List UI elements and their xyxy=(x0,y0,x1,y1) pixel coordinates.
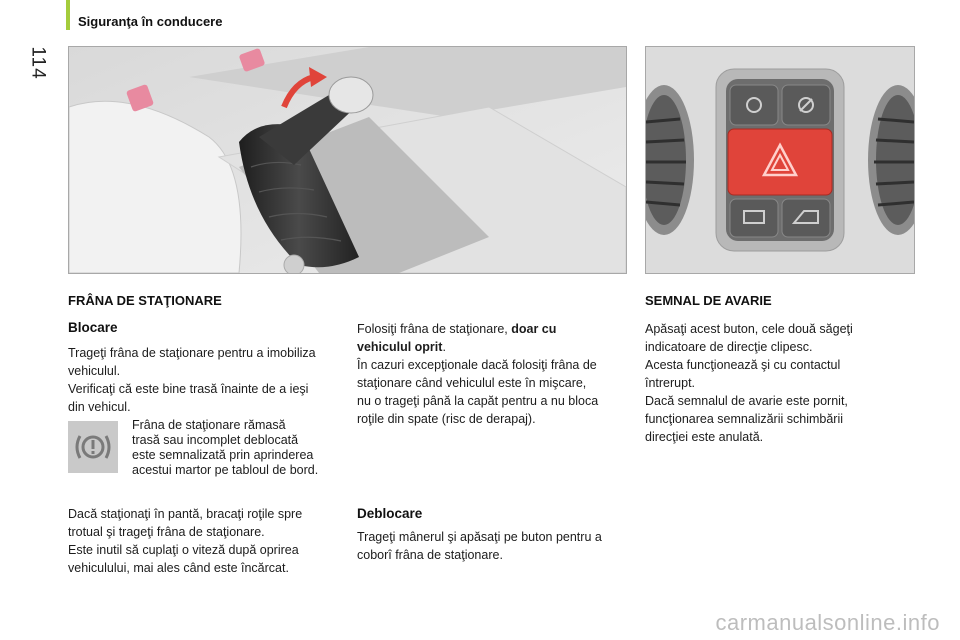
watermark: carmanualsonline.info xyxy=(715,610,940,635)
intro-prefix: Folosiţi frâna de staţionare, xyxy=(357,322,512,336)
text-line: Frâna de staţionare rămasă xyxy=(132,418,286,432)
text-line: Dacă staţionaţi în pantă, bracaţi roţile spre xyxy=(68,507,303,521)
text-line: Trageţi mânerul şi apăsaţi pe buton pentru a xyxy=(357,530,602,544)
text-line: nu o trageţi până la capăt pentru a nu bloca xyxy=(357,394,599,408)
warning-note xyxy=(132,418,342,478)
text-line: roţile din spate (risc de derapaj). xyxy=(357,412,536,426)
text-line: funcţionarea semnalizării schimbării xyxy=(645,412,843,426)
text-line: Trageţi frâna de staţionare pentru a imobiliza xyxy=(68,346,316,360)
intro-emphasis: doar cu xyxy=(511,322,557,336)
hazard-heading: SEMNAL DE AVARIE xyxy=(645,293,772,308)
text-line: vehiculului, mai ales când este încărcat. xyxy=(68,561,289,575)
blocare-paragraph xyxy=(68,344,343,416)
text-line: Verificaţi că este bine trasă înainte de a ieşi xyxy=(68,382,309,396)
deblocare-paragraph xyxy=(357,528,632,564)
text-line: În cazuri excepţionale dacă folosiţi frâna de xyxy=(357,358,597,372)
intro-suffix: . xyxy=(442,340,446,354)
text-line: coborî frâna de staţionare. xyxy=(357,548,503,562)
page-number: 114 xyxy=(28,46,50,80)
blocare-subheading: Blocare xyxy=(68,320,118,335)
text-line xyxy=(357,320,632,338)
accent-bar xyxy=(66,0,70,30)
parking-brake-heading: FRÂNA DE STAŢIONARE xyxy=(68,293,222,308)
text-line: staţionare când vehiculul este în mişcare, xyxy=(357,376,587,390)
parking-brake-illustration xyxy=(68,46,627,274)
text-line: este semnalizată prin aprinderea xyxy=(132,448,314,462)
text-line: Dacă semnalul de avarie este pornit, xyxy=(645,394,848,408)
text-line: trasă sau incomplet deblocată xyxy=(132,433,299,447)
text-line: trotual şi trageţi frâna de staţionare. xyxy=(68,525,265,539)
section-title: Siguranţa în conducere xyxy=(78,14,223,29)
deblocare-subheading: Deblocare xyxy=(357,506,423,521)
hazard-button xyxy=(728,129,832,195)
text-line: acestui martor pe tabloul de bord. xyxy=(132,463,319,477)
intro-emphasis: vehiculul oprit xyxy=(357,340,443,354)
lever-release-button xyxy=(329,77,373,113)
switch-button-bottom-right xyxy=(782,199,830,237)
hazard-switch-illustration xyxy=(645,46,915,274)
text-line: Acesta funcţionează şi cu contactul xyxy=(645,358,841,372)
text-line: întrerupt. xyxy=(645,376,696,390)
text-line: direcţiei este anulată. xyxy=(645,430,764,444)
slope-parking-paragraph xyxy=(68,505,343,577)
hazard-paragraph xyxy=(645,320,913,446)
text-line: Apăsaţi acest buton, cele două săgeţi xyxy=(645,322,853,336)
switch-button-top-left xyxy=(730,85,778,125)
text-line: indicatoare de direcţie clipesc. xyxy=(645,340,813,354)
text-line: Este inutil să cuplaţi o viteză după oprirea xyxy=(68,543,299,557)
switch-button-bottom-left xyxy=(730,199,778,237)
text-line: vehiculul. xyxy=(68,364,121,378)
text-line xyxy=(357,338,632,356)
usage-paragraph xyxy=(357,320,632,428)
text-line: din vehicul. xyxy=(68,400,131,414)
parking-brake-warning-icon xyxy=(68,421,118,473)
